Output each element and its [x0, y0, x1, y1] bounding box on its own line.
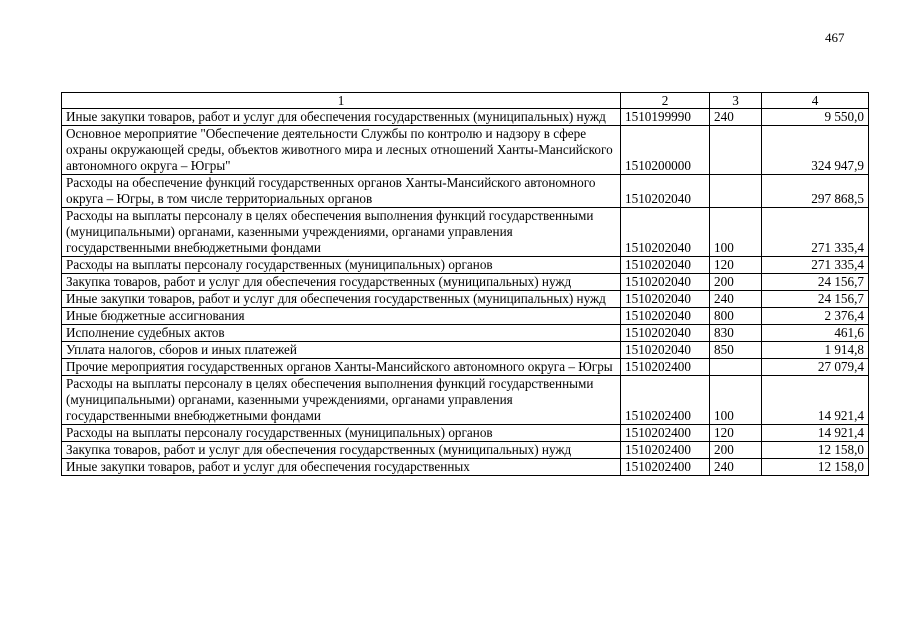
- row-amount-cell: 1 914,8: [762, 342, 869, 359]
- row-code-cell: 1510202040: [621, 342, 710, 359]
- row-type-cell: 240: [710, 291, 762, 308]
- row-code-cell: 1510202040: [621, 175, 710, 208]
- table-row: [62, 175, 869, 208]
- row-amount-cell: 12 158,0: [762, 459, 869, 476]
- row-amount-cell: 461,6: [762, 325, 869, 342]
- table-row: [62, 459, 869, 476]
- table-row: [62, 359, 869, 376]
- row-amount-cell: 14 921,4: [762, 425, 869, 442]
- row-name-cell: Закупка товаров, работ и услуг для обеспечения государственных (муниципальных) нужд: [62, 274, 621, 291]
- row-type-cell: 100: [710, 376, 762, 425]
- table-row: [62, 325, 869, 342]
- row-code-cell: 1510199990: [621, 109, 710, 126]
- header-amount-column: 4: [762, 93, 869, 109]
- budget-table: [61, 92, 869, 476]
- table-row: [62, 442, 869, 459]
- table-header-row: [62, 93, 869, 109]
- row-amount-cell: 24 156,7: [762, 274, 869, 291]
- table-row: [62, 376, 869, 425]
- table-row: [62, 425, 869, 442]
- row-amount-cell: 9 550,0: [762, 109, 869, 126]
- row-name-cell: Иные бюджетные ассигнования: [62, 308, 621, 325]
- row-name-cell: Расходы на выплаты персоналу государственных (муниципальных) органов: [62, 425, 621, 442]
- page-number: 467: [825, 30, 845, 45]
- row-type-cell: 100: [710, 208, 762, 257]
- row-type-cell: 120: [710, 257, 762, 274]
- table-row: [62, 126, 869, 175]
- row-code-cell: 1510202400: [621, 442, 710, 459]
- row-code-cell: 1510202040: [621, 291, 710, 308]
- row-name-cell: Основное мероприятие "Обеспечение деятельности Службы по контролю и надзору в сфере охраны окружающей среды, объектов животного мира и лесных отношений Ханты-Мансийского автономного округа – Югры": [62, 126, 621, 175]
- row-code-cell: 1510202040: [621, 274, 710, 291]
- table-row: [62, 308, 869, 325]
- row-amount-cell: 271 335,4: [762, 208, 869, 257]
- row-amount-cell: 297 868,5: [762, 175, 869, 208]
- row-type-cell: 830: [710, 325, 762, 342]
- row-name-cell: Иные закупки товаров, работ и услуг для обеспечения государственных (муниципальных) нужд: [62, 109, 621, 126]
- row-code-cell: 1510202400: [621, 459, 710, 476]
- row-amount-cell: 2 376,4: [762, 308, 869, 325]
- row-code-cell: 1510202040: [621, 325, 710, 342]
- row-name-cell: Иные закупки товаров, работ и услуг для обеспечения государственных: [62, 459, 621, 476]
- row-code-cell: 1510202040: [621, 208, 710, 257]
- row-name-cell: Прочие мероприятия государственных органов Ханты-Мансийского автономного округа – Югры: [62, 359, 621, 376]
- row-type-cell: [710, 126, 762, 175]
- row-code-cell: 1510202400: [621, 425, 710, 442]
- table-row: [62, 274, 869, 291]
- row-amount-cell: 24 156,7: [762, 291, 869, 308]
- row-code-cell: 1510202040: [621, 308, 710, 325]
- row-code-cell: 1510202400: [621, 359, 710, 376]
- row-type-cell: [710, 175, 762, 208]
- row-code-cell: 1510202400: [621, 376, 710, 425]
- row-type-cell: 120: [710, 425, 762, 442]
- table-row: [62, 208, 869, 257]
- row-type-cell: 850: [710, 342, 762, 359]
- row-name-cell: Исполнение судебных актов: [62, 325, 621, 342]
- row-code-cell: 1510202040: [621, 257, 710, 274]
- row-amount-cell: 27 079,4: [762, 359, 869, 376]
- row-type-cell: 240: [710, 459, 762, 476]
- row-name-cell: Расходы на обеспечение функций государственных органов Ханты-Мансийского автономного округа – Югры, в том числе территориальных органов: [62, 175, 621, 208]
- row-amount-cell: 324 947,9: [762, 126, 869, 175]
- row-code-cell: 1510200000: [621, 126, 710, 175]
- row-name-cell: Закупка товаров, работ и услуг для обеспечения государственных (муниципальных) нужд: [62, 442, 621, 459]
- row-amount-cell: 14 921,4: [762, 376, 869, 425]
- row-name-cell: Расходы на выплаты персоналу в целях обеспечения выполнения функций государственными (муниципальными) органами, казенными учреждениями, органами управления государственными внебюджетными фондами: [62, 376, 621, 425]
- row-name-cell: Расходы на выплаты персоналу государственных (муниципальных) органов: [62, 257, 621, 274]
- header-type-column: 3: [710, 93, 762, 109]
- row-type-cell: [710, 359, 762, 376]
- table-row: [62, 291, 869, 308]
- row-name-cell: Уплата налогов, сборов и иных платежей: [62, 342, 621, 359]
- row-type-cell: 200: [710, 274, 762, 291]
- header-code-column: 2: [621, 93, 710, 109]
- table-row: [62, 342, 869, 359]
- header-name-column: 1: [62, 93, 621, 109]
- row-type-cell: 200: [710, 442, 762, 459]
- row-name-cell: Иные закупки товаров, работ и услуг для обеспечения государственных (муниципальных) нужд: [62, 291, 621, 308]
- row-amount-cell: 12 158,0: [762, 442, 869, 459]
- row-name-cell: Расходы на выплаты персоналу в целях обеспечения выполнения функций государственными (муниципальными) органами, казенными учреждениями, органами управления государственными внебюджетными фондами: [62, 208, 621, 257]
- table-row: [62, 257, 869, 274]
- row-type-cell: 800: [710, 308, 762, 325]
- table-row: [62, 109, 869, 126]
- row-amount-cell: 271 335,4: [762, 257, 869, 274]
- table-body: [62, 93, 869, 476]
- row-type-cell: 240: [710, 109, 762, 126]
